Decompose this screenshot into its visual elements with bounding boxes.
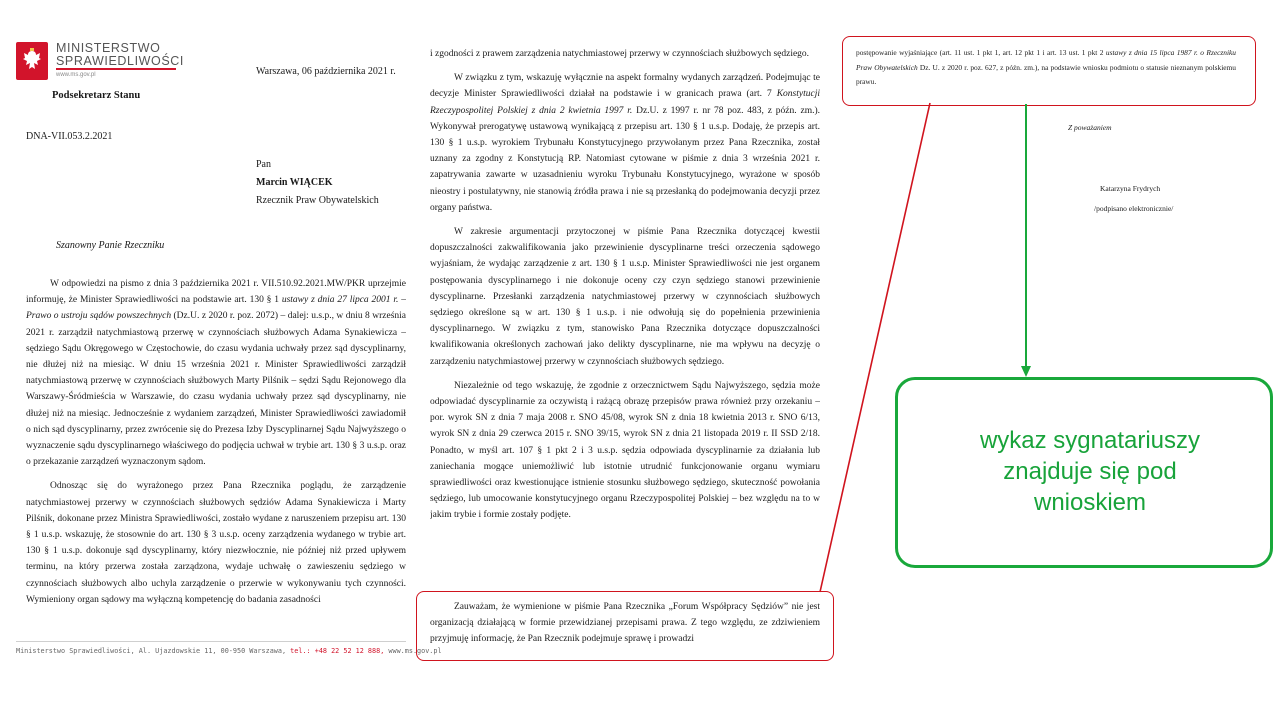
callout-text: wykaz sygnatariuszy znajduje się pod wnioskiem <box>979 427 1201 516</box>
ministry-logo-text: MINISTERSTWO SPRAWIEDLIWOŚCI <box>56 41 184 68</box>
page2-paragraph-1: W związku z tym, wskazuję wyłącznie na aspekt formalny wydanych zarządzeń. Podejmując te decyzje Minister Sprawiedliwości działał na podstawie i w granicach prawa (art. 7 Konstytucji Rzeczypospolitej Polskiej z dnia 2 kwietnia 1997 r. Dz.U. z 1997 r. nr 78 poz. 483, z późn. zm.). Wykonywał prerogatywę ustawową wynikającą z przepisu art. 130 § 1 u.s.p. Dodaję, że przepis art. 130 § 1 u.s.p. wyrokiem Trybunału Konstytucyjnego przywołanym przez Pana Rzecznika, został uznany za zgodny z Konstytucją RP. Natomiast cytowane w piśmie z dnia 3 września 2021 r. zapatrywania zawarte w uzasadnieniu wyroku Trybunału Konstytucyjnego, wyrażone w sposób nieostry i postulatywny, nie stanowią źródła prawa i nie są przesłanką do podejmowania decyzji przez organy państwa. <box>430 73 820 213</box>
reference-number: DNA-VII.053.2.2021 <box>26 131 113 142</box>
page2-paragraph-0: i zgodności z prawem zarządzenia natychmiastowej przerwy w czynnościach służbowych sędziego. <box>430 49 810 59</box>
page3-paragraph: postępowanie wyjaśniające (art. 11 ust. 1 pkt 1, art. 12 pkt 1 i art. 13 ust. 1 pkt 2 ustawy z dnia 15 lipca 1987 r. o Rzeczniku Praw Obywatelskich Dz. U. z 2020 r. poz. 627, z późn. zm.), na podstawie wniosku podmiotu o statusie nieznanym polskiemu prawu. <box>856 48 1236 87</box>
page2-paragraph-4: Zauważam, że wymienione w piśmie Pana Rzecznika „Forum Współpracy Sędziów” nie jest organizacją działającą w formie przewidzianej przepisami prawa. Z tego względu, ze zdziwieniem przyjmuję informację, że Pan Rzecznik podejmuje sprawę i prowadzi <box>430 602 820 645</box>
ministry-url: www.ms.gov.pl <box>56 72 96 78</box>
letter-date: Warszawa, 06 października 2021 r. <box>256 66 396 77</box>
recipient-title: Rzecznik Praw Obywatelskich <box>256 195 379 206</box>
recipient-name: Marcin WIĄCEK <box>256 177 333 188</box>
closing-phrase: Z poważaniem <box>1068 123 1112 132</box>
page2-paragraph-3: Niezależnie od tego wskazuję, że zgodnie z orzecznictwem Sądu Najwyższego, sędzia może odpowiadać dyscyplinarnie za oczywistą i rażącą obrazę przepisów prawa również przy orzekaniu – por. wyrok SN z dnia 7 maja 2008 r. SNO 45/08, wyrok SN z dnia 18 kwietnia 2013 r. SNO 6/13, wyrok SN z dnia 29 czerwca 2015 r. SNO 39/15, wyrok SN z dnia 21 listopada 2019 r. II SSD 2/18. Ponadto, w myśl art. 107 § 1 pkt 2 i 3 u.s.p. sędzia odpowiada dyscyplinarnie za działania lub zaniechania mogące uniemożliwić lub istotnie utrudnić funkcjonowanie organu wymiaru sprawiedliwości oraz kwestionujące istnienie stosunku służbowego sędziego, skuteczność powołania sędziego, lub umocowanie konstytucyjnego organu Rzeczypospolitej Polskiej – bez względu na to w jakim trybie i formie zostały podjęte. <box>430 380 820 521</box>
page1-paragraph-1: W odpowiedzi na pismo z dnia 3 października 2021 r. VII.510.92.2021.MW/PKR uprzejmie informuję, że Minister Sprawiedliwości na podstawie art. 130 § 1 ustawy z dnia 27 lipca 2001 r. – Prawo o ustroju sądów powszechnych (Dz.U. z 2020 r. poz. 2072) – dalej: u.s.p., w dniu 8 września 2021 r. zarządził natychmiastową przerwę w czynnościach służbowych Adama Synakiewicza – sędziego Sądu Okręgowego w Częstochowie, do czasu wydania uchwały przez sąd dyscyplinarny, nie dłużej niż na miesiąc. W dniu 15 września 2021 r. Minister Sprawiedliwości zarządził natychmiastową przerwę w czynnościach służbowych Marty Pilśnik – sędzi Sądu Rejonowego dla Warszawy-Śródmieścia w Warszawie, do czasu wydania uchwały przez sąd dyscyplinarny, nie dłużej niż na miesiąc. Jednocześnie z wydaniem zarządzeń, Minister Sprawiedliwości zawiadomił o nich sąd dyscyplinarny, przez zwrócenie się do Prezesa Izby Dyscyplinarnej Sądu Najwyższego o wyznaczenie sądu dyscyplinarnego właściwego do podjęcia uchwał w trybie art. 130 § 3 u.s.p. oraz o przekazanie zarządzeń wyznaczonym sądom. <box>26 279 406 468</box>
page2-paragraph-2: W zakresie argumentacji przytoczonej w piśmie Pana Rzecznika dotyczącej kwestii dopuszczalności zakwalifikowania jako przewinienie dyscyplinarne treści orzeczenia sądowego wyjaśniam, że wydając zarządzenie z art. 130 § 1 u.s.p. Minister Sprawiedliwości nie jest organem postępowania dyscyplinarnego i nie dokonuje oceny czy czyn sędziego stanowi przewinienie dyscyplinarne. Przesłanki zarządzenia natychmiastowej przerwy w czynnościach służbowych sędziego określone są w art. 130 § 1 u.s.p. i nie odwołują się do popełnienia przewinienia dyscyplinarnego. W związku z tym, stanowisko Pana Rzecznika dotyczące dopuszczalności kwalifikowania określonych zachowań jako delikty dyscyplinarne, nie ma wpływu na decyzję o zarządzeniu natychmiastowej przerwy w czynnościach służbowych sędziego. <box>430 227 820 367</box>
office-title: Podsekretarz Stanu <box>52 90 141 101</box>
green-arrow-head-icon <box>1021 366 1031 377</box>
salutation: Szanowny Panie Rzeczniku <box>56 240 165 251</box>
recipient-prefix: Pan <box>256 159 271 170</box>
page1-paragraph-2: Odnosząc się do wyrażonego przez Pana Rzecznika poglądu, że zarządzenie natychmiastowej przerwy w czynnościach służbowych sędziów Adama Synakiewicza i Marty Pilśnik, dokonane przez Ministra Sprawiedliwości, zostało wydane z naruszeniem przepisu art. 130 § 1 u.s.p. wskazuję, że stosownie do art. 130 § 3 u.s.p. oceny zarządzenia wydanego w trybie art. 130 § 1 u.s.p. dokonuje sąd dyscyplinarny, który niezwłocznie, nie później niż przed upływem terminu, na który przerwa została zarządzona, wydaje uchwałę o zawieszeniu sędziego w czynnościach służbowych albo uchyla zarządzenie o przerwie w wykonywaniu tych czynności. Wymieniony organ sądowy ma wyłączną kompetencję do badania zasadności <box>26 481 406 605</box>
signer-name: Katarzyna Frydrych <box>1100 184 1161 193</box>
footer-address: Ministerstwo Sprawiedliwości, Al. Ujazdowskie 11, 00-950 Warszawa, tel.: +48 22 52 12 888, www.ms.gov.pl <box>16 647 442 655</box>
signature-note: /podpisano elektronicznie/ <box>1094 204 1174 213</box>
